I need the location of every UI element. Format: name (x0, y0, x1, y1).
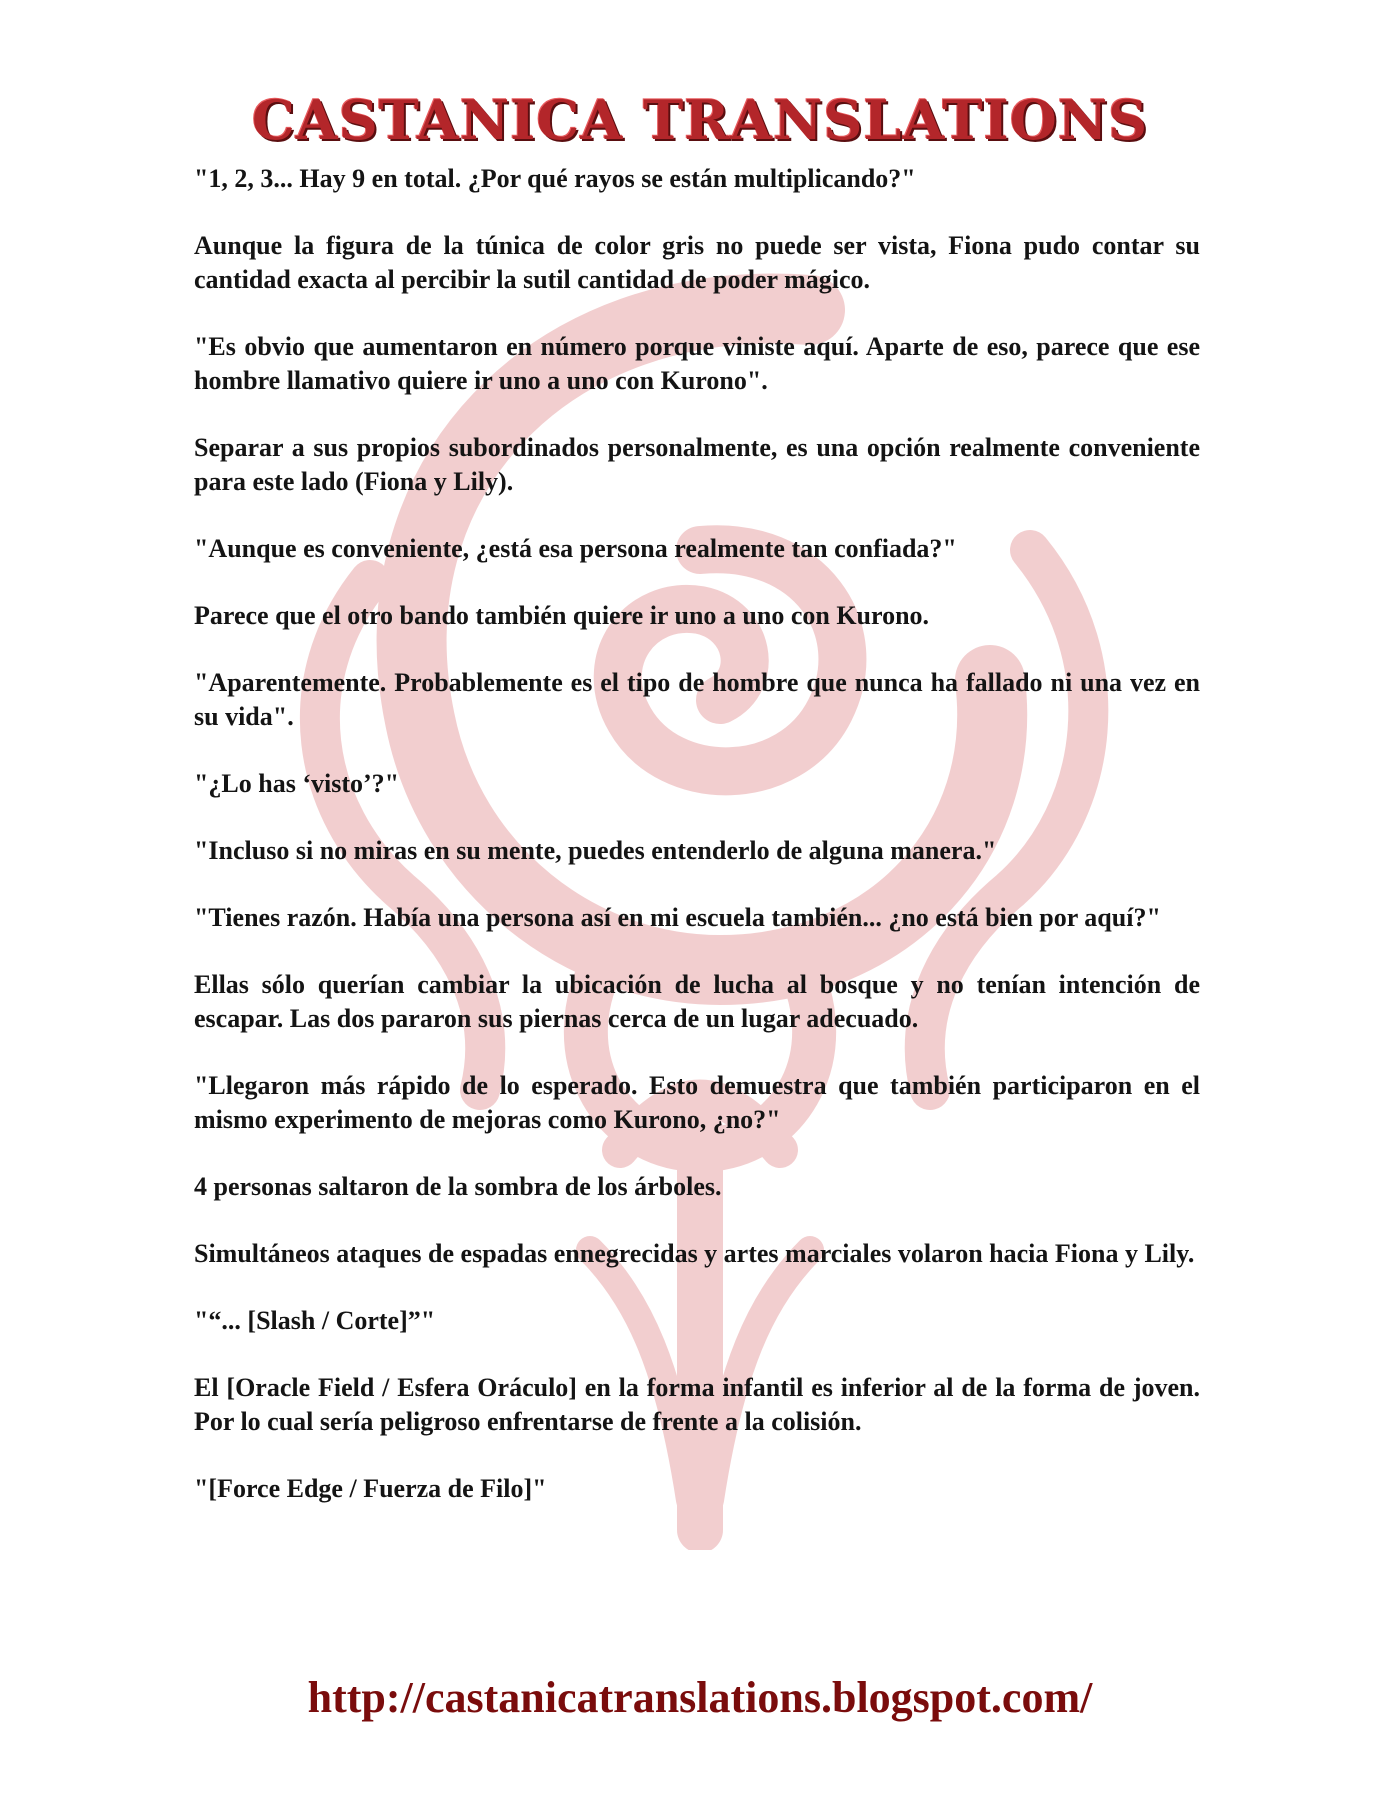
paragraph: "Incluso si no miras en su mente, puedes entenderlo de alguna manera." (194, 836, 997, 865)
paragraph: Aunque la figura de la túnica de color gris no puede ser vista, Fiona pudo contar su cantidad exacta al percibir la sutil cantidad de poder mágico. (194, 231, 1200, 294)
paragraph: Ellas sólo querían cambiar la ubicación de lucha al bosque y no tenían intención de escapar. Las dos pararon sus piernas cerca de un lugar adecuado. (194, 970, 1200, 1033)
page-title: CASTANICA TRANSLATIONS (251, 88, 1149, 152)
document-body (194, 162, 1200, 1539)
paragraph: Simultáneos ataques de espadas ennegrecidas y artes marciales volaron hacia Fiona y Lily. (194, 1239, 1195, 1268)
paragraph: Separar a sus propios subordinados personalmente, es una opción realmente conveniente para este lado (Fiona y Lily). (194, 433, 1200, 496)
paragraph: El [Oracle Field / Esfera Oráculo] en la forma infantil es inferior al de la forma de joven. Por lo cual sería peligroso enfrentarse de frente a la colisión. (194, 1373, 1200, 1436)
paragraph: "1, 2, 3... Hay 9 en total. ¿Por qué rayos se están multiplicando?" (194, 164, 916, 193)
paragraph: "Aparentemente. Probablemente es el tipo de hombre que nunca ha fallado ni una vez en su vida". (194, 668, 1200, 731)
paragraph: "Aunque es conveniente, ¿está esa persona realmente tan confiada?" (194, 534, 957, 563)
paragraph: "Es obvio que aumentaron en número porque viniste aquí. Aparte de eso, parece que ese hombre llamativo quiere ir uno a uno con Kurono". (194, 332, 1200, 395)
paragraph: "¿Lo has ‘visto’?" (194, 769, 400, 798)
paragraph: "“... [Slash / Corte]”" (194, 1306, 436, 1335)
paragraph: "[Force Edge / Fuerza de Filo]" (194, 1474, 547, 1503)
paragraph: "Tienes razón. Había una persona así en mi escuela también... ¿no está bien por aquí?" (194, 903, 1161, 932)
paragraph: Parece que el otro bando también quiere ir uno a uno con Kurono. (194, 601, 930, 630)
paragraph: "Llegaron más rápido de lo esperado. Esto demuestra que también participaron en el mismo experimento de mejoras como Kurono, ¿no?" (194, 1071, 1200, 1134)
footer-url-link[interactable]: http://castanicatranslations.blogspot.com/ (307, 1673, 1093, 1722)
paragraph: 4 personas saltaron de la sombra de los árboles. (194, 1172, 722, 1201)
